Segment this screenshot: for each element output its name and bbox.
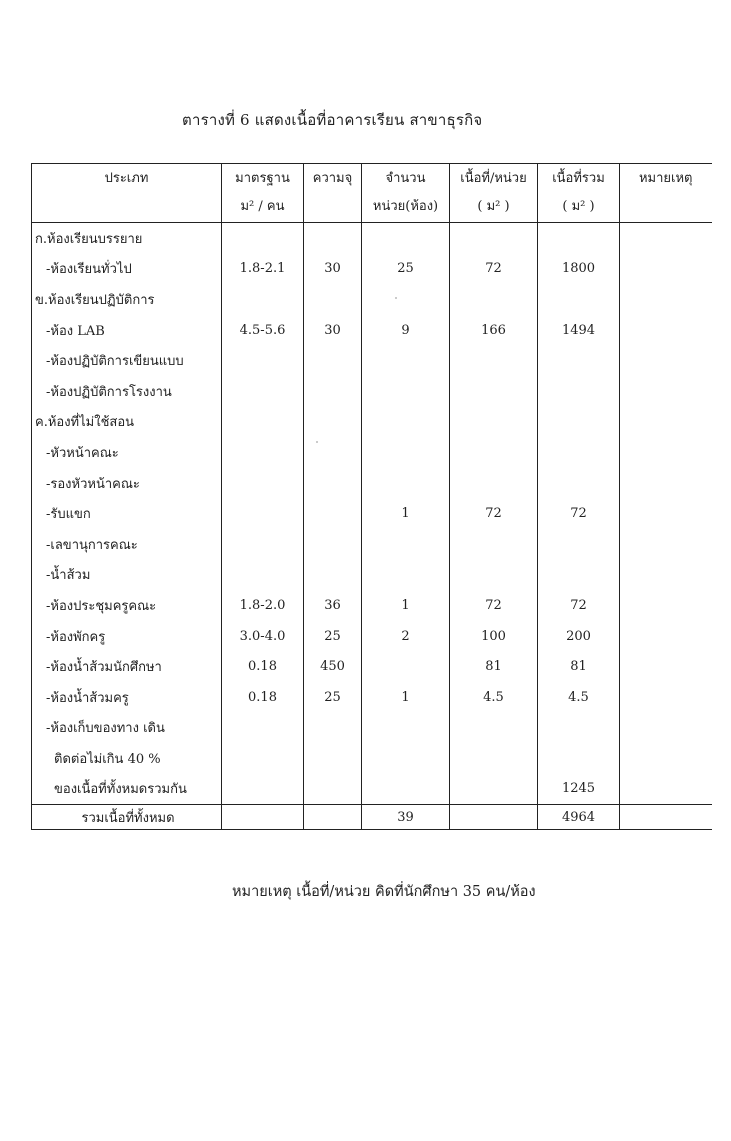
cell-standard: 0.18 xyxy=(222,682,304,713)
cell-standard xyxy=(222,774,304,805)
cell-total-area: 1245 xyxy=(538,774,620,805)
cell-units xyxy=(362,284,450,315)
cell-area-per-unit xyxy=(450,345,538,376)
cell-total-area: 1494 xyxy=(538,315,620,346)
cell-total-area: 200 xyxy=(538,621,620,652)
cell-remarks xyxy=(620,498,712,529)
cell-standard xyxy=(222,376,304,407)
cell-area-per-unit: 72 xyxy=(450,254,538,285)
cell-units: 1 xyxy=(362,498,450,529)
cell-remarks xyxy=(620,621,712,652)
cell-area-per-unit: 72 xyxy=(450,590,538,621)
table-row xyxy=(32,345,712,376)
cell-type: -ห้องปฏิบัติการเขียนแบบ xyxy=(32,345,222,376)
table-row xyxy=(32,590,712,621)
cell-standard: 0.18 xyxy=(222,651,304,682)
cell-capacity xyxy=(304,223,362,254)
table-row xyxy=(32,254,712,285)
cell-type: -ห้องพักครู xyxy=(32,621,222,652)
cell-units xyxy=(362,651,450,682)
table-row xyxy=(32,682,712,713)
cell-area-per-unit xyxy=(450,560,538,591)
table-row xyxy=(32,284,712,315)
cell-type: ก.ห้องเรียนบรรยาย xyxy=(32,223,222,254)
cell-type: -หัวหน้าคณะ xyxy=(32,437,222,468)
cell-type: ค.ห้องที่ไม่ใช้สอน xyxy=(32,407,222,438)
cell-type: -ห้องประชุมครูคณะ xyxy=(32,590,222,621)
cell-units: 1 xyxy=(362,590,450,621)
total-sum: 4964 xyxy=(538,805,620,830)
header-type: ประเภท xyxy=(32,164,222,223)
cell-type: -ห้อง LAB xyxy=(32,315,222,346)
table-row xyxy=(32,651,712,682)
cell-standard xyxy=(222,529,304,560)
cell-capacity: 36 xyxy=(304,590,362,621)
cell-standard xyxy=(222,345,304,376)
cell-capacity: 25 xyxy=(304,682,362,713)
cell-total-area xyxy=(538,376,620,407)
header-units: จำนวน หน่วย(ห้อง) xyxy=(362,164,450,223)
cell-remarks xyxy=(620,254,712,285)
cell-area-per-unit xyxy=(450,223,538,254)
cell-area-per-unit: 81 xyxy=(450,651,538,682)
cell-area-per-unit: 166 xyxy=(450,315,538,346)
cell-area-per-unit xyxy=(450,376,538,407)
table-row xyxy=(32,743,712,774)
cell-type: -เลขานุการคณะ xyxy=(32,529,222,560)
cell-type: -ห้องเก็บของทาง เดิน xyxy=(32,713,222,744)
cell-standard xyxy=(222,223,304,254)
cell-capacity: 30 xyxy=(304,315,362,346)
cell-units xyxy=(362,743,450,774)
cell-type: -ห้องน้ำส้วมครู xyxy=(32,682,222,713)
table-row xyxy=(32,376,712,407)
total-area xyxy=(450,805,538,830)
cell-total-area: 72 xyxy=(538,590,620,621)
total-units: 39 xyxy=(362,805,450,830)
cell-units xyxy=(362,376,450,407)
cell-units xyxy=(362,345,450,376)
cell-total-area xyxy=(538,743,620,774)
cell-capacity xyxy=(304,774,362,805)
cell-standard xyxy=(222,284,304,315)
total-std xyxy=(222,805,304,830)
total-label: รวมเนื้อที่ทั้งหมด xyxy=(32,805,222,830)
cell-capacity xyxy=(304,713,362,744)
cell-standard xyxy=(222,560,304,591)
cell-standard xyxy=(222,713,304,744)
cell-area-per-unit xyxy=(450,468,538,499)
table-row xyxy=(32,223,712,254)
cell-remarks xyxy=(620,651,712,682)
cell-type: ของเนื้อที่ทั้งหมดรวมกัน xyxy=(32,774,222,805)
cell-capacity: 450 xyxy=(304,651,362,682)
cell-capacity xyxy=(304,407,362,438)
cell-area-per-unit xyxy=(450,529,538,560)
cell-total-area xyxy=(538,284,620,315)
cell-remarks xyxy=(620,345,712,376)
cell-units xyxy=(362,437,450,468)
total-row xyxy=(32,805,712,830)
cell-units: 9 xyxy=(362,315,450,346)
table-row xyxy=(32,774,712,805)
table-header-row xyxy=(32,164,712,223)
cell-area-per-unit xyxy=(450,437,538,468)
cell-type: -รับแขก xyxy=(32,498,222,529)
cell-total-area: 4.5 xyxy=(538,682,620,713)
cell-remarks xyxy=(620,590,712,621)
cell-total-area xyxy=(538,345,620,376)
cell-capacity xyxy=(304,498,362,529)
cell-type: ข.ห้องเรียนปฏิบัติการ xyxy=(32,284,222,315)
header-remarks: หมายเหตุ xyxy=(620,164,712,223)
cell-capacity xyxy=(304,376,362,407)
cell-total-area xyxy=(538,407,620,438)
cell-standard xyxy=(222,743,304,774)
cell-standard xyxy=(222,437,304,468)
cell-remarks xyxy=(620,407,712,438)
table-row xyxy=(32,437,712,468)
table-row xyxy=(32,529,712,560)
cell-capacity xyxy=(304,437,362,468)
cell-remarks xyxy=(620,315,712,346)
footnote: หมายเหตุ เนื้อที่/หน่วย คิดที่นักศึกษา 35 คน/ห้อง xyxy=(232,884,536,900)
cell-capacity: 25 xyxy=(304,621,362,652)
cell-standard: 3.0-4.0 xyxy=(222,621,304,652)
cell-capacity xyxy=(304,468,362,499)
cell-type: -รองหัวหน้าคณะ xyxy=(32,468,222,499)
cell-capacity xyxy=(304,529,362,560)
cell-total-area xyxy=(538,468,620,499)
cell-total-area: 72 xyxy=(538,498,620,529)
total-cap xyxy=(304,805,362,830)
cell-remarks xyxy=(620,284,712,315)
cell-remarks xyxy=(620,223,712,254)
cell-remarks xyxy=(620,774,712,805)
cell-units xyxy=(362,223,450,254)
cell-capacity xyxy=(304,284,362,315)
cell-remarks xyxy=(620,529,712,560)
table-row xyxy=(32,407,712,438)
scan-speck xyxy=(395,297,397,299)
cell-total-area xyxy=(538,713,620,744)
table-row xyxy=(32,468,712,499)
cell-remarks xyxy=(620,376,712,407)
header-capacity: ความจุ xyxy=(304,164,362,223)
cell-area-per-unit xyxy=(450,407,538,438)
table-row xyxy=(32,713,712,744)
cell-remarks xyxy=(620,713,712,744)
building-area-table xyxy=(31,163,712,830)
cell-standard: 4.5-5.6 xyxy=(222,315,304,346)
cell-total-area xyxy=(538,560,620,591)
cell-capacity xyxy=(304,345,362,376)
cell-standard: 1.8-2.0 xyxy=(222,590,304,621)
cell-standard xyxy=(222,407,304,438)
cell-units: 25 xyxy=(362,254,450,285)
cell-units xyxy=(362,529,450,560)
cell-remarks xyxy=(620,743,712,774)
cell-area-per-unit: 4.5 xyxy=(450,682,538,713)
cell-standard xyxy=(222,468,304,499)
cell-remarks xyxy=(620,682,712,713)
header-standard: มาตรฐาน ม² / คน xyxy=(222,164,304,223)
cell-units xyxy=(362,713,450,744)
table-title: ตารางที่ 6 แสดงเนื้อที่อาคารเรียน สาขาธุรกิจ xyxy=(182,111,483,129)
table-row xyxy=(32,621,712,652)
scan-speck xyxy=(316,441,318,443)
cell-units xyxy=(362,468,450,499)
cell-area-per-unit xyxy=(450,713,538,744)
cell-type: -น้ำส้วม xyxy=(32,560,222,591)
cell-type: ติดต่อไม่เกิน 40 % xyxy=(32,743,222,774)
cell-units: 2 xyxy=(362,621,450,652)
cell-area-per-unit: 72 xyxy=(450,498,538,529)
cell-total-area: 1800 xyxy=(538,254,620,285)
table-row xyxy=(32,560,712,591)
cell-type: -ห้องปฏิบัติการโรงงาน xyxy=(32,376,222,407)
cell-type: -ห้องน้ำส้วมนักศึกษา xyxy=(32,651,222,682)
cell-remarks xyxy=(620,468,712,499)
cell-capacity xyxy=(304,743,362,774)
cell-type: -ห้องเรียนทั่วไป xyxy=(32,254,222,285)
cell-total-area: 81 xyxy=(538,651,620,682)
cell-standard: 1.8-2.1 xyxy=(222,254,304,285)
cell-remarks xyxy=(620,437,712,468)
header-total-area: เนื้อที่รวม ( ม² ) xyxy=(538,164,620,223)
cell-capacity: 30 xyxy=(304,254,362,285)
cell-remarks xyxy=(620,560,712,591)
cell-area-per-unit: 100 xyxy=(450,621,538,652)
cell-total-area xyxy=(538,437,620,468)
cell-units xyxy=(362,407,450,438)
total-note xyxy=(620,805,712,830)
cell-total-area xyxy=(538,223,620,254)
cell-units: 1 xyxy=(362,682,450,713)
header-area-per-unit: เนื้อที่/หน่วย ( ม² ) xyxy=(450,164,538,223)
cell-standard xyxy=(222,498,304,529)
table-row xyxy=(32,498,712,529)
cell-total-area xyxy=(538,529,620,560)
cell-capacity xyxy=(304,560,362,591)
cell-units xyxy=(362,560,450,591)
cell-area-per-unit xyxy=(450,774,538,805)
table-row xyxy=(32,315,712,346)
cell-area-per-unit xyxy=(450,743,538,774)
cell-area-per-unit xyxy=(450,284,538,315)
cell-units xyxy=(362,774,450,805)
